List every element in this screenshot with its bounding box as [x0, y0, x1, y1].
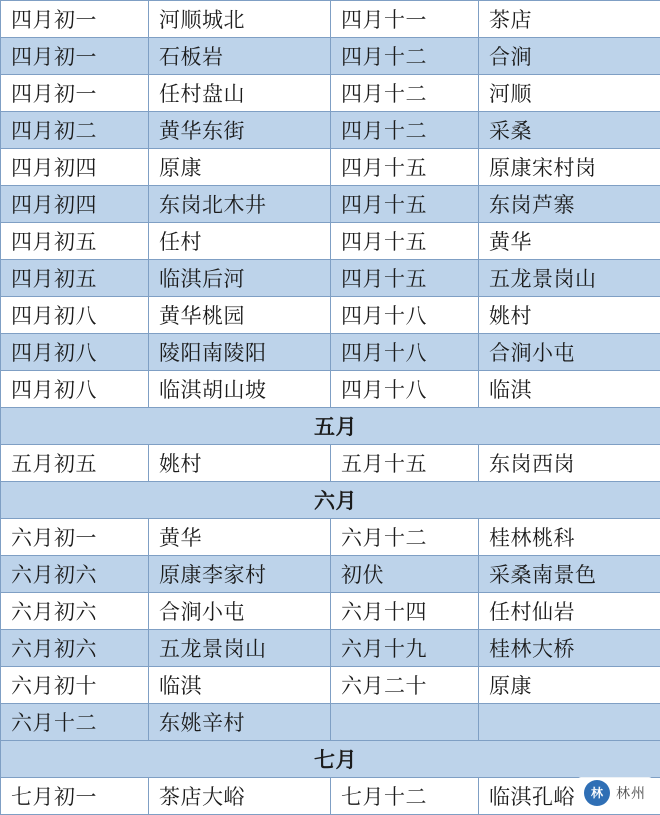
date-cell: 六月十四: [331, 593, 479, 630]
location-cell: 石板岩: [149, 38, 331, 75]
location-cell: 茶店大峪: [149, 778, 331, 815]
date-cell: 四月十五: [331, 186, 479, 223]
date-cell: 六月初六: [1, 556, 149, 593]
date-cell: 四月初一: [1, 38, 149, 75]
date-cell: 四月初四: [1, 149, 149, 186]
location-cell: 东岗西岗: [479, 445, 660, 482]
table-row: [1, 630, 660, 667]
table-row: [1, 38, 660, 75]
date-cell: 初伏: [331, 556, 479, 593]
location-cell: 姚村: [149, 445, 331, 482]
date-cell: 六月初一: [1, 519, 149, 556]
date-cell: 四月初一: [1, 75, 149, 112]
date-cell: 六月十二: [331, 519, 479, 556]
table-row: [1, 75, 660, 112]
date-cell: [331, 704, 479, 741]
location-cell: 临淇: [479, 371, 660, 408]
table-row: [1, 778, 660, 815]
location-cell: 黄华: [479, 223, 660, 260]
date-cell: 六月初六: [1, 593, 149, 630]
location-cell: 采桑: [479, 112, 660, 149]
location-cell: 临淇后河: [149, 260, 331, 297]
location-cell: 东岗北木井: [149, 186, 331, 223]
watermark-label: 林州: [616, 783, 646, 803]
date-cell: 六月二十: [331, 667, 479, 704]
date-cell: 四月十八: [331, 297, 479, 334]
date-cell: 四月十一: [331, 1, 479, 38]
location-cell: 临淇: [149, 667, 331, 704]
table-row: [1, 704, 660, 741]
date-cell: 四月十二: [331, 38, 479, 75]
location-cell: 原康: [479, 667, 660, 704]
table-body: [1, 1, 660, 815]
table-row: [1, 334, 660, 371]
table-row: [1, 112, 660, 149]
location-cell: 陵阳南陵阳: [149, 334, 331, 371]
date-cell: 七月初一: [1, 778, 149, 815]
date-cell: 四月初五: [1, 223, 149, 260]
table-row: [1, 371, 660, 408]
table-row: [1, 593, 660, 630]
month-header-label: 五月: [1, 408, 660, 445]
month-header-row: [1, 482, 660, 519]
date-cell: 五月十五: [331, 445, 479, 482]
table-row: [1, 149, 660, 186]
table-row: [1, 297, 660, 334]
table-row: [1, 519, 660, 556]
date-cell: 六月初六: [1, 630, 149, 667]
date-cell: 六月十九: [331, 630, 479, 667]
location-cell: 任村仙岩: [479, 593, 660, 630]
table-row: [1, 186, 660, 223]
location-cell: 黄华东街: [149, 112, 331, 149]
date-cell: 六月十二: [1, 704, 149, 741]
location-cell: 采桑南景色: [479, 556, 660, 593]
date-cell: 四月初四: [1, 186, 149, 223]
date-cell: 五月初五: [1, 445, 149, 482]
location-cell: 合涧: [479, 38, 660, 75]
location-cell: 东岗芦寨: [479, 186, 660, 223]
location-cell: 桂林大桥: [479, 630, 660, 667]
date-cell: 四月十五: [331, 260, 479, 297]
date-cell: 四月初八: [1, 334, 149, 371]
location-cell: 原康宋村岗: [479, 149, 660, 186]
location-cell: 黄华: [149, 519, 331, 556]
date-cell: 四月十五: [331, 223, 479, 260]
location-cell: 河顺: [479, 75, 660, 112]
location-cell: 河顺城北: [149, 1, 331, 38]
date-cell: 四月初八: [1, 371, 149, 408]
location-cell: 临淇孔峪: [479, 778, 660, 815]
location-cell: 任村盘山: [149, 75, 331, 112]
location-cell: 原康: [149, 149, 331, 186]
date-cell: 七月十二: [331, 778, 479, 815]
month-header-row: [1, 741, 660, 778]
table-row: [1, 667, 660, 704]
date-cell: 四月十二: [331, 75, 479, 112]
location-cell: 合涧小屯: [479, 334, 660, 371]
date-cell: 四月初八: [1, 297, 149, 334]
location-cell: 原康李家村: [149, 556, 331, 593]
table-row: [1, 223, 660, 260]
date-cell: 四月十八: [331, 371, 479, 408]
date-cell: 四月初一: [1, 1, 149, 38]
location-cell: [479, 704, 660, 741]
location-cell: 黄华桃园: [149, 297, 331, 334]
location-cell: 姚村: [479, 297, 660, 334]
location-cell: 临淇胡山坡: [149, 371, 331, 408]
date-cell: 四月十八: [331, 334, 479, 371]
table-row: [1, 1, 660, 38]
month-header-row: [1, 408, 660, 445]
table-row: [1, 556, 660, 593]
month-header-label: 六月: [1, 482, 660, 519]
table-row: [1, 260, 660, 297]
date-cell: 四月初二: [1, 112, 149, 149]
location-cell: 合涧小屯: [149, 593, 331, 630]
watermark: [578, 777, 652, 809]
location-cell: 桂林桃科: [479, 519, 660, 556]
date-cell: 六月初十: [1, 667, 149, 704]
location-cell: 任村: [149, 223, 331, 260]
location-cell: 五龙景岗山: [479, 260, 660, 297]
location-cell: 五龙景岗山: [149, 630, 331, 667]
date-cell: 四月十五: [331, 149, 479, 186]
watermark-logo-icon: 林: [584, 780, 610, 806]
location-cell: 茶店: [479, 1, 660, 38]
date-cell: 四月初五: [1, 260, 149, 297]
location-cell: 东姚辛村: [149, 704, 331, 741]
date-cell: 四月十二: [331, 112, 479, 149]
month-header-label: 七月: [1, 741, 660, 778]
table-row: [1, 445, 660, 482]
